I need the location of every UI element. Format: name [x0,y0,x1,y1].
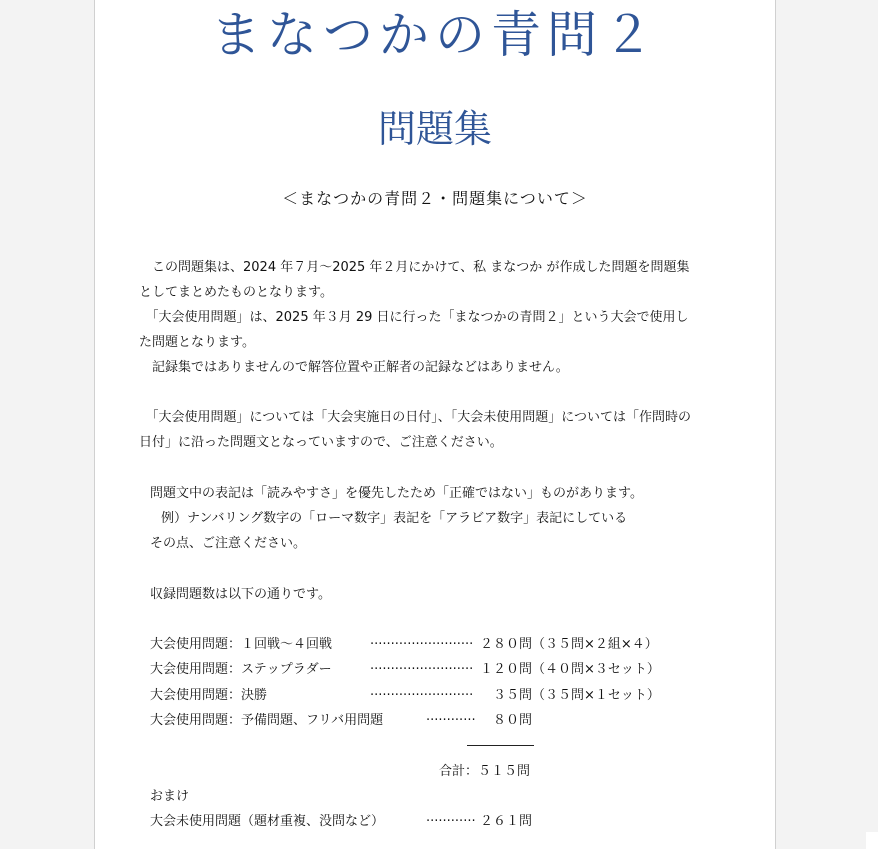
count-dots: ························· [370,662,474,677]
paragraph-line: 例）ナンバリング数字の「ローマ数字」表記を「アラビア数字」表記にしている [161,511,628,526]
count-dots: ············ [426,713,476,728]
paragraph-line: た問題となります。 [139,335,255,350]
paragraph-line: 記録集ではありませんので解答位置や正解者の記録などはありません。 [139,360,569,375]
extra-dots: ············ [426,814,476,829]
count-value: １２０問（４０問×３セット） [480,662,660,677]
section-heading: ＜まなつかの青問２・問題集について＞ [282,189,588,208]
count-label: 大会使用問題：ステップラダー [150,662,332,677]
count-value: ２８０問（３５問×２組×４） [480,637,658,652]
extra-heading: おまけ [150,789,190,804]
document-subtitle: 問題集 [377,107,492,151]
extra-value: ２６１問 [480,814,533,829]
paragraph-line: その点、ご注意ください。 [150,536,307,551]
extra-label: 大会未使用問題（題材重複、没問など） [150,814,385,829]
paragraph-line: 「大会使用問題」については「大会実施日の日付」、「大会未使用問題」については「作問時の [139,410,691,425]
count-label: 大会使用問題：決勝 [150,688,268,703]
paragraph-line: この問題集は、2024 年７月～2025 年２月にかけて、私 まなつか が作成した問題を問題集 [139,260,690,275]
count-value: ３５問（３５問×１セット） [480,688,660,703]
count-label: 大会使用問題：１回戦～４回戦 [150,637,333,652]
document-title: まなつかの青問２ [211,6,659,64]
paragraph-line: 問題文中の表記は「読みやすさ」を優先したため「正確ではない」ものがあります。 [150,486,643,501]
total-rule [467,745,534,746]
count-dots: ························· [370,637,474,652]
count-label: 大会使用問題：予備問題、フリバ用問題 [150,713,384,728]
total-count: 合計：５１５問 [439,764,531,779]
paragraph-line: 日付」に沿った問題文となっていますので、ご注意ください。 [139,435,503,450]
paragraph-line: 収録問題数は以下の通りです。 [150,587,331,602]
document-page [94,0,776,849]
count-dots: ························· [370,688,474,703]
paragraph-line: としてまとめたものとなります。 [139,285,333,300]
count-value: ８０問 [480,713,533,728]
paragraph-line: 「大会使用問題」は、2025 年３月 29 日に行った「まなつかの青問２」という大会で使用し [139,310,689,325]
viewer-corner [866,832,878,849]
